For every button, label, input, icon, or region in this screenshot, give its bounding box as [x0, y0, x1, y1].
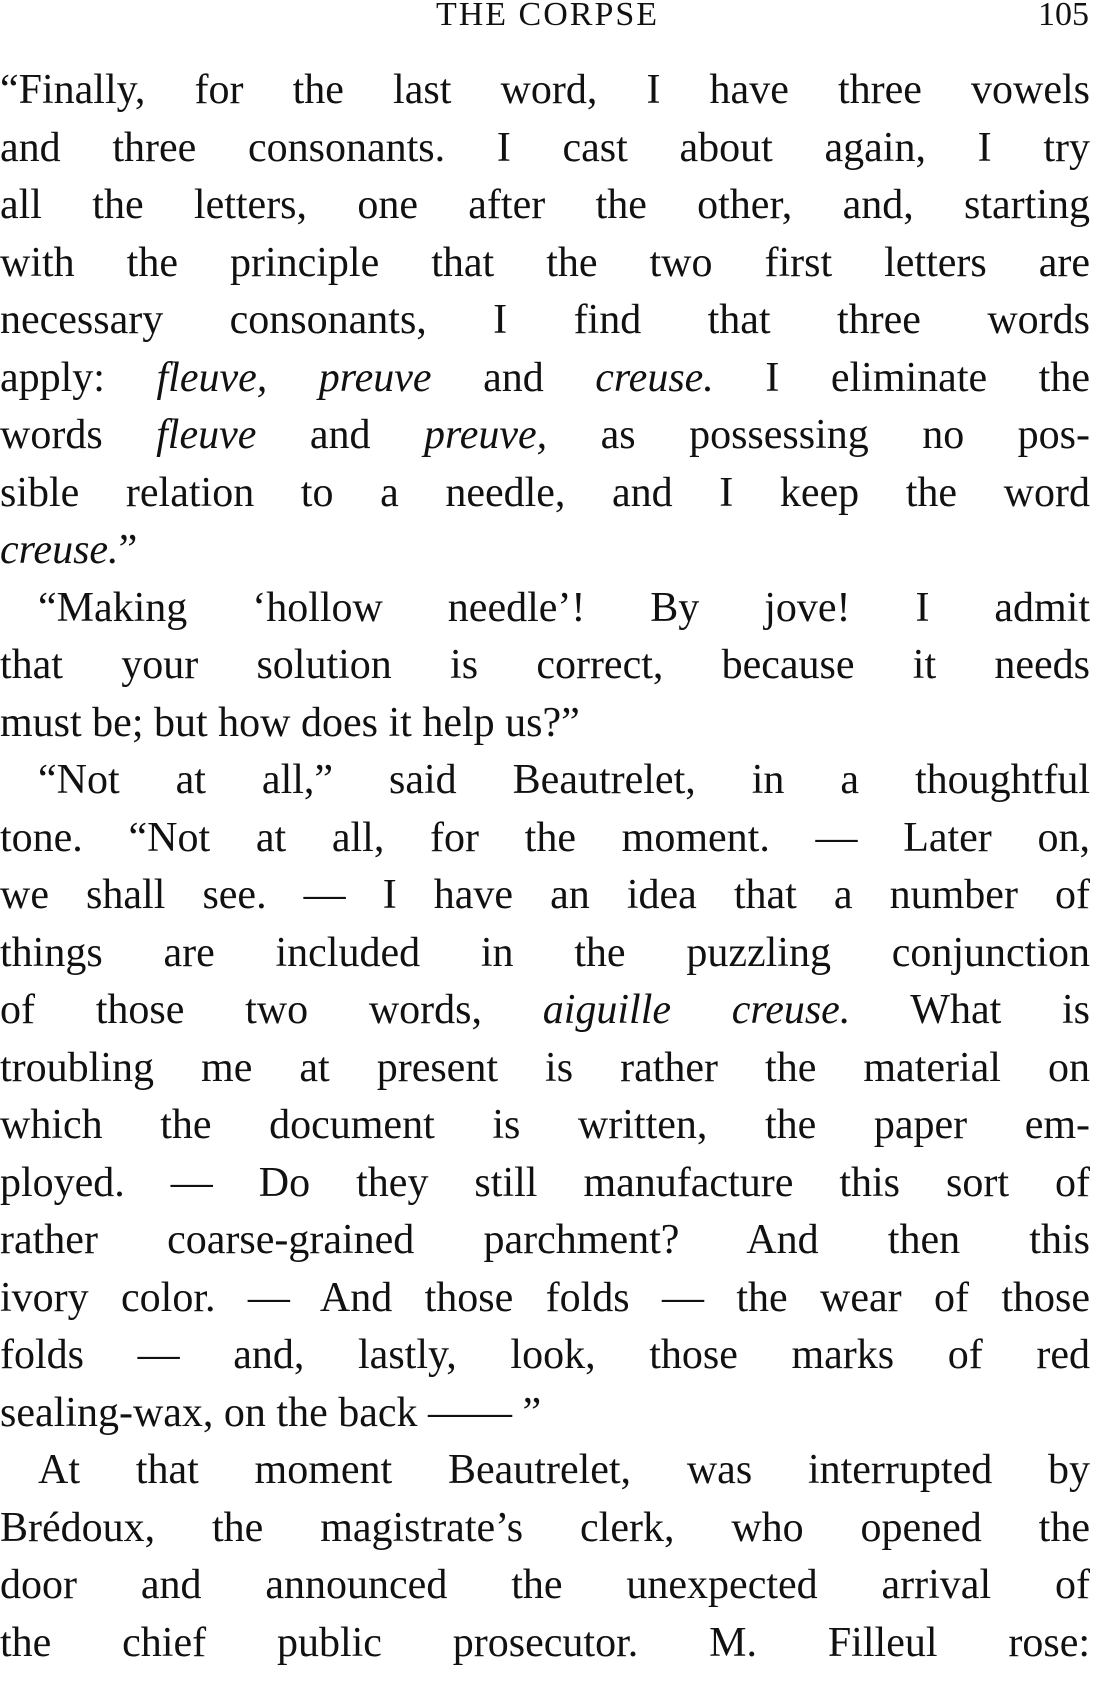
italic-text: creuse. — [0, 527, 119, 573]
italic-text: aiguille creuse. — [542, 987, 851, 1033]
running-head — [0, 0, 1095, 40]
text-segment: At that moment Beautrelet, was interrupted by — [38, 1447, 1090, 1493]
text-segment: as possessing no pos- — [547, 412, 1090, 458]
text-line — [0, 1097, 1090, 1155]
text-line — [0, 1442, 1090, 1500]
text-line — [0, 350, 1090, 408]
text-line — [0, 810, 1090, 868]
text-segment: that your solution is correct, because it needs — [0, 642, 1090, 688]
text-line — [0, 1212, 1090, 1270]
text-segment: all the letters, one after the other, and, starting — [0, 182, 1090, 228]
italic-text: fleuve — [156, 412, 257, 458]
text-line — [0, 867, 1090, 925]
text-segment: door and announced the unexpected arrival of — [0, 1562, 1090, 1608]
text-segment: sible relation to a needle, and I keep the word — [0, 469, 1090, 516]
text-segment: tone. “Not at all, for the moment. — Later on, — [0, 814, 1090, 861]
text-line — [0, 1385, 1090, 1443]
text-line — [0, 752, 1090, 810]
text-line — [0, 1327, 1090, 1385]
italic-text: preuve, — [423, 412, 548, 458]
text-line — [0, 465, 1090, 523]
text-segment: apply: — [0, 354, 157, 401]
text-segment: “Not at all,” said Beautrelet, in a thoughtful — [38, 757, 1090, 803]
text-segment: words — [0, 412, 157, 458]
text-segment: and three consonants. I cast about again, I try — [0, 124, 1090, 171]
text-segment: rather coarse-grained parchment? And then this — [0, 1217, 1090, 1263]
text-line — [0, 580, 1090, 638]
text-segment: Brédoux, the magistrate’s clerk, who opened the — [0, 1504, 1090, 1551]
text-segment: must be; but how does it help us?” — [0, 699, 580, 746]
body-text — [0, 62, 1090, 1672]
text-line — [0, 62, 1090, 120]
text-segment: folds — and, lastly, look, those marks of red — [0, 1332, 1090, 1378]
running-title: THE CORPSE — [435, 0, 660, 33]
italic-text: fleuve, preuve — [156, 354, 432, 401]
text-line — [0, 637, 1090, 695]
text-line — [0, 1500, 1090, 1558]
text-line — [0, 1270, 1090, 1328]
text-segment: I eliminate the — [713, 354, 1090, 401]
text-line — [0, 292, 1090, 350]
text-segment: troubling me at present is rather the material on — [0, 1044, 1090, 1091]
text-segment: sealing-wax, on the back —— ” — [0, 1389, 542, 1436]
text-segment: necessary consonants, I find that three words — [0, 297, 1090, 343]
text-segment: and — [256, 412, 424, 458]
text-segment: things are included in the puzzling conjunction — [0, 929, 1090, 976]
text-segment: ployed. — Do they still manufacture this sort of — [0, 1159, 1090, 1206]
page-number: 105 — [1038, 0, 1089, 33]
text-line — [0, 407, 1090, 465]
text-segment: we shall see. — I have an idea that a number of — [0, 872, 1090, 918]
text-segment: “Making ‘hollow needle’! By jove! I admit — [38, 584, 1090, 631]
text-segment: and — [431, 354, 596, 401]
text-line — [0, 177, 1090, 235]
italic-text: creuse. — [595, 354, 714, 401]
text-line — [0, 925, 1090, 983]
text-segment: with the principle that the two first letters are — [0, 239, 1090, 286]
text-line — [0, 695, 1090, 753]
text-segment: What is — [850, 987, 1090, 1033]
text-segment: ivory color. — And those folds — the wear of those — [0, 1274, 1090, 1321]
text-segment: which the document is written, the paper em- — [0, 1102, 1090, 1148]
text-line — [0, 982, 1090, 1040]
text-line — [0, 1040, 1090, 1098]
text-segment: ” — [118, 527, 138, 573]
text-line — [0, 120, 1090, 178]
text-line — [0, 1155, 1090, 1213]
text-line — [0, 235, 1090, 293]
text-line — [0, 1615, 1090, 1673]
text-line — [0, 1557, 1090, 1615]
text-segment: of those two words, — [0, 987, 543, 1033]
text-segment: “Finally, for the last word, I have three vowels — [0, 67, 1090, 113]
text-segment: the chief public prosecutor. M. Filleul rose: — [0, 1619, 1090, 1666]
text-line — [0, 522, 1090, 580]
